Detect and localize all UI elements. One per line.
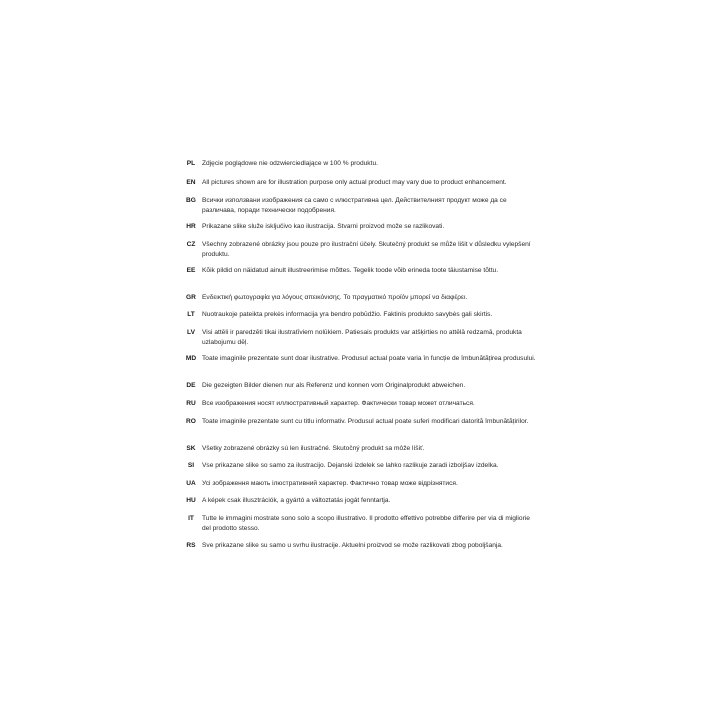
language-code: LT <box>187 311 195 318</box>
disclaimer-list <box>180 0 540 720</box>
language-code: SK <box>186 445 196 452</box>
disclaimer-entry-ua <box>180 479 540 489</box>
disclaimer-entry-ee <box>180 266 540 276</box>
disclaimer-entry-md <box>180 354 540 364</box>
language-code: HR <box>186 223 196 230</box>
language-code: HU <box>186 497 196 504</box>
disclaimer-text: Kõik pildid on näidatud ainult illustreerimise mõttes. Tegelik toode võib erineda toote täiustamise tõttu. <box>202 267 499 274</box>
language-code: RU <box>186 400 196 407</box>
language-code: GR <box>186 294 196 301</box>
disclaimer-entry-rs <box>180 541 540 551</box>
disclaimer-text: Všechny zobrazené obrázky jsou pouze pro ilustrační účely. Skutečný produkt se může lišit v důsledku vylepšení produktu. <box>202 241 531 258</box>
disclaimer-text: All pictures shown are for illustration purpose only actual product may vary due to product enhancement. <box>202 179 507 186</box>
disclaimer-entry-lt <box>180 310 540 320</box>
language-code: RS <box>186 542 196 549</box>
disclaimer-entry-hr <box>180 222 540 232</box>
disclaimer-entry-en <box>180 178 540 188</box>
language-code: MD <box>185 355 197 362</box>
disclaimer-entry-lv <box>180 328 540 347</box>
disclaimer-text: Усі зображення мають ілюстративний характер. Фактично товар може відрізнятися. <box>202 480 458 487</box>
language-code: EE <box>186 267 196 274</box>
disclaimer-entry-gr <box>180 293 540 303</box>
disclaimer-entry-bg <box>180 196 540 215</box>
disclaimer-entry-it <box>180 514 540 533</box>
disclaimer-entry-ru <box>180 399 540 409</box>
disclaimer-entry-ro <box>180 417 540 427</box>
disclaimer-text: Tutte le immagini mostrate sono solo a scopo illustrativo. Il prodotto effettivo potrebbe differire per via di migliorie del prodotto stesso. <box>202 515 530 532</box>
disclaimer-text: Všetky zobrazené obrázky sú len ilustračné. Skutočný produkt sa môže líšiť. <box>202 445 425 452</box>
language-code: EN <box>186 179 196 186</box>
disclaimer-text: Все изображения носят иллюстративный характер. Фактически товар может отличаться. <box>202 400 475 407</box>
disclaimer-text: Toate imaginile prezentate sunt cu titlu informativ. Produsul actual poate suferi modificari datorită îmbunătățirilor. <box>202 418 529 425</box>
language-code: DE <box>186 382 196 389</box>
language-code: BG <box>186 197 196 204</box>
disclaimer-text: A képek csak illusztrációk, a gyártó a változtatás jogát fenntartja. <box>202 497 391 504</box>
disclaimer-text: Die gezeigten Bilder dienen nur als Referenz und konnen vom Originalprodukt abweichen. <box>202 382 466 389</box>
language-code: CZ <box>186 241 196 248</box>
language-code: PL <box>186 160 196 167</box>
disclaimer-text: Sve prikazane slike su samo u svrhu ilustracije. Aktuelni proizvod se može razlikovati zbog poboljšanja. <box>202 542 503 549</box>
disclaimer-text: Vse prikazane slike so samo za ilustracijo. Dejanski izdelek se lahko razlikuje zaradi izboljšav izdelka. <box>202 462 499 469</box>
language-code: IT <box>188 515 194 522</box>
disclaimer-text: Zdjęcie poglądowe nie odzwierciedlające w 100 % produktu. <box>202 160 378 167</box>
disclaimer-text: Toate imaginile prezentate sunt doar ilustrative. Produsul actual poate varia în funcție de îmbunătățirea produsului. <box>202 355 536 362</box>
disclaimer-text: Visi attēli ir paredzēti tikai ilustratīviem nolūkiem. Patiesais produkts var atšķirties no attēlā redzamā, produkta uzlabojumu dēļ. <box>202 329 522 346</box>
language-code: SI <box>187 462 195 469</box>
disclaimer-entry-cz <box>180 240 540 259</box>
disclaimer-entry-de <box>180 381 540 391</box>
disclaimer-entry-sk <box>180 444 540 454</box>
disclaimer-text: Всички използвани изображения са само с илюстративна цел. Действителният продукт може да се различава, поради технически подобрения. <box>202 197 507 214</box>
disclaimer-entry-si <box>180 461 540 471</box>
language-code: UA <box>186 480 196 487</box>
language-code: LV <box>187 329 195 336</box>
disclaimer-text: Ενδεικτική φωτογραφία για λόγους απεικόνισης. Το πραγματικό προϊόν μπορεί να διαφέρει. <box>202 294 468 301</box>
disclaimer-entry-hu <box>180 496 540 506</box>
disclaimer-entry-pl <box>180 159 540 169</box>
disclaimer-text: Prikazane slike služe isključivo kao ilustracija. Stvarni proizvod može se razlikovati. <box>202 223 445 230</box>
disclaimer-text: Nuotraukoje pateikta prekės informacija yra bendro pobūdžio. Faktinis produkto savybės gali skirtis. <box>202 311 493 318</box>
language-code: RO <box>186 418 196 425</box>
